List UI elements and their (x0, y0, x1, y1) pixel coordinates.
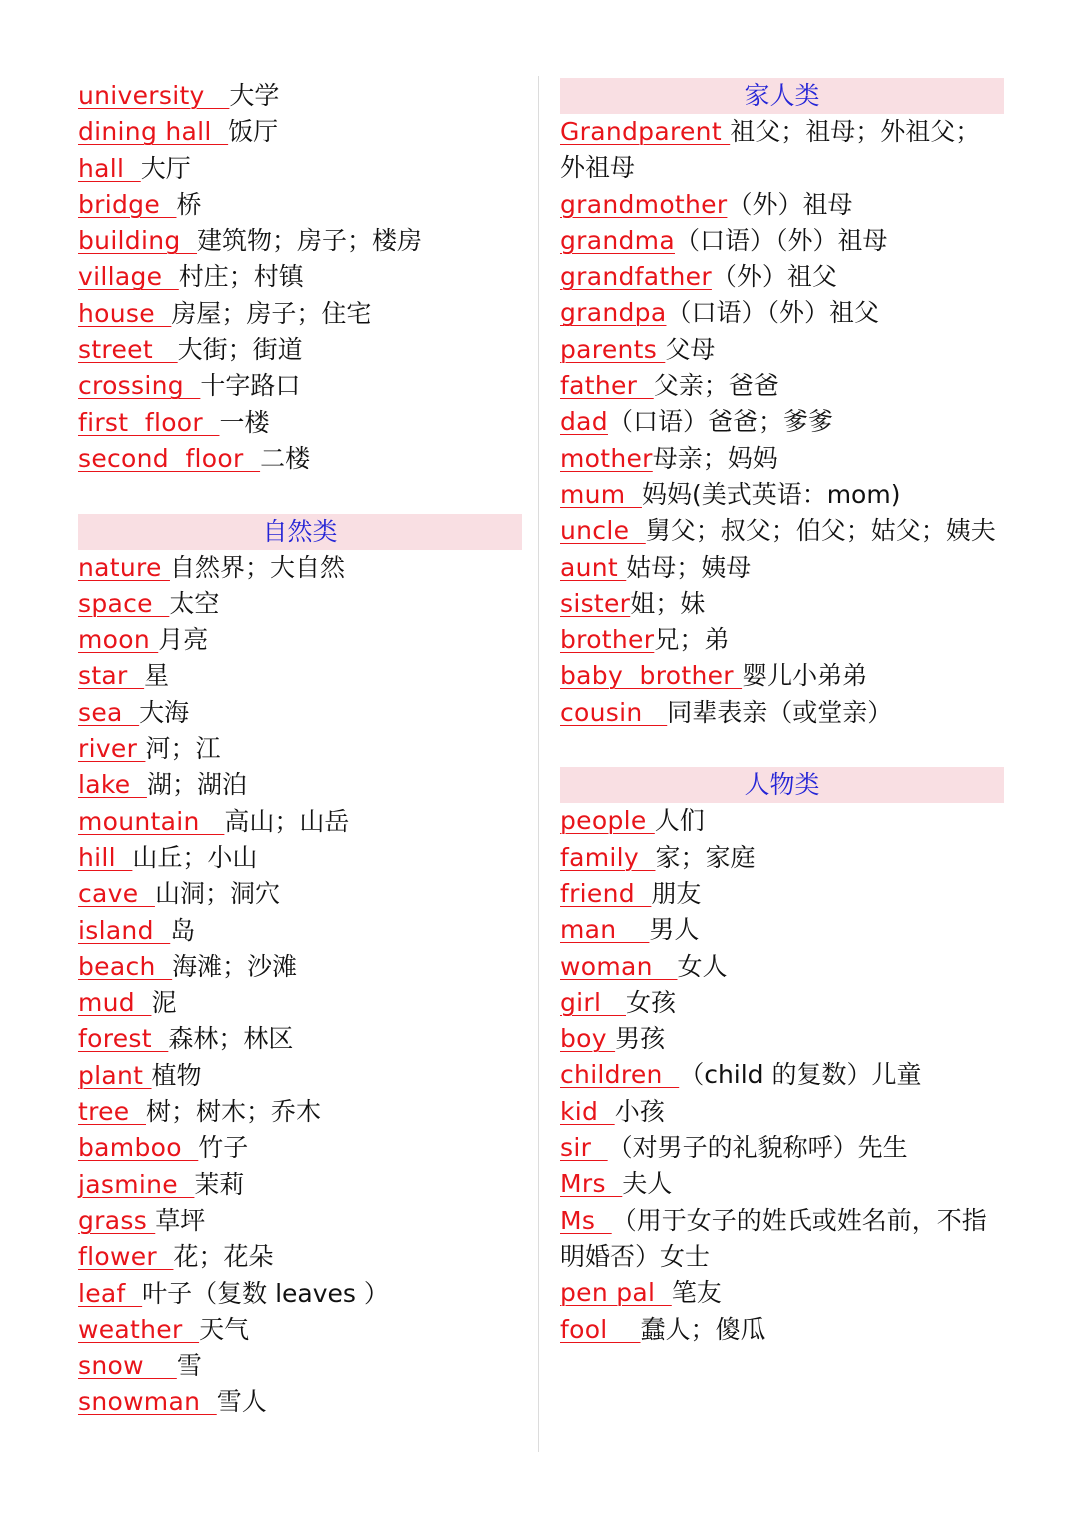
vocab-word: grandma (560, 225, 675, 255)
vocab-word: Grandparent (560, 117, 731, 146)
vocab-meaning: 笔友 (671, 1278, 722, 1308)
vocab-meaning: 小孩 (614, 1096, 665, 1126)
vocab-meaning: 家；家庭 (655, 842, 756, 872)
vocab-word: girl (560, 987, 626, 1017)
vocab-meaning: 竹子 (198, 1133, 249, 1163)
vocab-entry (560, 1166, 1004, 1202)
vocab-entry (560, 1094, 1004, 1130)
vocab-word: mother (560, 443, 653, 473)
vocab-entry (560, 622, 1004, 658)
vocab-entry (78, 804, 522, 840)
section-spacer (78, 477, 522, 513)
vocab-meaning: 舅父；叔父；伯父；姑父；姨夫 (645, 516, 996, 546)
vocab-word: children (560, 1060, 680, 1090)
vocab-entry (560, 876, 1004, 912)
vocab-meaning: 叶子（复数 leaves ） (142, 1278, 389, 1308)
vocab-word: parents (560, 334, 666, 364)
vocab-entry (78, 1239, 522, 1275)
vocab-word: hall (78, 153, 141, 183)
vocab-meaning: （child 的复数）儿童 (679, 1060, 922, 1090)
vocab-entry (78, 1384, 522, 1420)
vocab-meaning: 朋友 (651, 878, 702, 908)
vocab-meaning: 山丘；小山 (132, 842, 258, 872)
vocab-word: father (560, 371, 654, 401)
vocab-word: baby brother (560, 661, 743, 691)
vocab-word: hill (78, 842, 133, 872)
vocab-word: friend (560, 878, 652, 908)
vocab-entry (78, 114, 522, 150)
vocab-entry (78, 187, 522, 223)
vocab-word: sister (560, 588, 631, 618)
vocab-meaning: 大街；街道 (177, 335, 303, 365)
vocab-entry (560, 949, 1004, 985)
vocab-word: family (560, 842, 656, 872)
vocab-meaning: 雪人 (216, 1387, 267, 1417)
vocab-entry (560, 1203, 1004, 1276)
vocab-meaning: 月亮 (158, 625, 209, 655)
vocab-entry (78, 259, 522, 295)
vocab-word: aunt (560, 552, 627, 582)
vocab-word: people (560, 806, 655, 836)
vocab-meaning: （外）祖父 (711, 262, 837, 292)
vocab-word: grandpa (560, 298, 667, 328)
vocab-meaning: 树；树木；乔木 (146, 1097, 322, 1127)
vocab-entry (560, 550, 1004, 586)
section-header-people: 人物类 (560, 767, 1004, 803)
vocab-word: snowman (78, 1387, 217, 1417)
vocab-entry (78, 151, 522, 187)
vocab-meaning: 十字路口 (200, 371, 301, 401)
vocab-entry (560, 187, 1004, 223)
vocab-meaning: 姐；妹 (630, 588, 706, 618)
vocab-meaning: 大海 (139, 697, 190, 727)
nature-list (78, 550, 522, 1421)
vocab-entry (560, 332, 1004, 368)
vocab-word: crossing (78, 371, 201, 401)
section-spacer (560, 731, 1004, 767)
vocab-word: grandfather (560, 262, 712, 292)
vocab-entry (560, 1275, 1004, 1311)
vocab-entry (78, 1276, 522, 1312)
vocab-entry (78, 913, 522, 949)
vocab-entry (78, 550, 522, 586)
right-column (560, 78, 1004, 1348)
vocab-entry (560, 295, 1004, 331)
vocab-meaning: 大厅 (140, 153, 191, 183)
vocab-word: boy (560, 1024, 616, 1054)
vocab-entry (78, 1167, 522, 1203)
vocab-meaning: 婴儿小弟弟 (742, 661, 868, 691)
vocab-word: lake (78, 770, 147, 800)
vocab-word: fool (560, 1314, 641, 1344)
vocab-entry (78, 1021, 522, 1057)
people-list (560, 803, 1004, 1347)
vocab-word: grandmother (560, 189, 728, 219)
vocab-entry (560, 441, 1004, 477)
vocab-meaning: 人们 (654, 806, 705, 836)
vocab-entry (78, 1348, 522, 1384)
vocab-meaning: （口语）爸爸；爹爹 (607, 407, 833, 437)
vocab-meaning: 雪 (176, 1351, 202, 1381)
vocab-entry (78, 949, 522, 985)
vocab-meaning: 泥 (151, 988, 177, 1018)
vocab-meaning: 母亲；妈妈 (652, 443, 778, 473)
vocab-entry (560, 1130, 1004, 1166)
family-list (560, 114, 1004, 731)
vocab-meaning: 村庄；村镇 (178, 262, 304, 292)
vocab-word: pen pal (560, 1278, 672, 1308)
vocab-entry (560, 1312, 1004, 1348)
places-list (78, 78, 522, 477)
vocab-meaning: 海滩；沙滩 (172, 951, 298, 981)
vocab-meaning: （用于女子的姓氏或姓名前，不指明婚否）女士 (560, 1205, 987, 1271)
vocab-word: plant (78, 1060, 152, 1090)
vocab-word: space (78, 588, 170, 618)
vocab-meaning: 女孩 (625, 987, 676, 1017)
vocab-word: sir (560, 1133, 608, 1163)
vocab-word: weather (78, 1314, 200, 1344)
vocab-meaning: 草坪 (155, 1205, 206, 1235)
vocab-entry (560, 1021, 1004, 1057)
vocab-word: house (78, 298, 172, 328)
vocab-entry (78, 695, 522, 731)
vocab-meaning: 妈妈(美式英语：mom) (641, 479, 901, 509)
vocab-meaning: 饭厅 (228, 117, 279, 147)
vocab-entry (78, 368, 522, 404)
vocab-word: star (78, 661, 145, 691)
vocab-meaning: 兄；弟 (654, 625, 730, 655)
vocab-entry (560, 840, 1004, 876)
vocab-meaning: 天气 (199, 1314, 250, 1344)
vocab-entry (78, 731, 522, 767)
vocab-word: first floor (78, 407, 220, 437)
vocab-meaning: 房屋；房子；住宅 (171, 298, 372, 328)
vocab-entry (78, 1130, 522, 1166)
vocab-entry (78, 1094, 522, 1130)
vocab-meaning: 岛 (170, 915, 196, 945)
vocab-meaning: 建筑物；房子；楼房 (197, 226, 423, 256)
vocab-word: woman (560, 951, 678, 981)
vocab-meaning: 同辈表亲（或堂亲） (667, 697, 893, 727)
vocab-meaning: 自然界；大自然 (169, 552, 345, 582)
vocab-entry (560, 1057, 1004, 1093)
vocab-word: dining hall (78, 117, 229, 147)
vocab-word: mud (78, 988, 152, 1018)
section-header-family: 家人类 (560, 78, 1004, 114)
vocab-meaning: 山洞；洞穴 (154, 879, 280, 909)
vocab-entry (78, 223, 522, 259)
vocab-meaning: （外）祖母 (727, 189, 853, 219)
vocab-meaning: 湖；湖泊 (146, 770, 247, 800)
vocab-entry (560, 404, 1004, 440)
vocab-meaning: 男孩 (615, 1024, 666, 1054)
vocab-meaning: 星 (144, 661, 170, 691)
vocab-entry (78, 1312, 522, 1348)
vocab-entry (560, 368, 1004, 404)
left-column (78, 78, 522, 1421)
vocab-word: bridge (78, 189, 177, 219)
vocab-entry (78, 658, 522, 694)
vocab-word: flower (78, 1242, 174, 1272)
vocab-word: kid (560, 1096, 615, 1126)
vocab-word: second floor (78, 443, 261, 473)
vocab-word: island (78, 915, 171, 945)
vocab-word: leaf (78, 1278, 143, 1308)
vocab-word: bamboo (78, 1133, 199, 1163)
vocab-entry (78, 586, 522, 622)
vocab-entry (78, 840, 522, 876)
vocab-meaning: 祖父；祖母；外祖父；外祖母 (560, 117, 981, 183)
vocab-entry (78, 441, 522, 477)
vocab-word: beach (78, 951, 173, 981)
vocab-entry (78, 876, 522, 912)
vocab-word: university (78, 81, 230, 110)
vocab-word: dad (560, 407, 608, 437)
vocab-meaning: （对男子的礼貌称呼）先生 (607, 1133, 908, 1163)
vocab-word: street (78, 335, 178, 365)
vocab-word: mum (560, 479, 642, 509)
vocab-entry (560, 513, 1004, 549)
vocab-word: river (78, 734, 146, 764)
vocab-word: cousin (560, 697, 668, 727)
vocab-word: village (78, 262, 179, 292)
vocab-entry (560, 985, 1004, 1021)
vocab-meaning: 河；江 (145, 734, 221, 764)
vocab-meaning: 女人 (677, 951, 728, 981)
vocab-entry (78, 622, 522, 658)
vocab-meaning: 花；花朵 (173, 1242, 274, 1272)
column-divider (538, 76, 539, 1452)
vocab-entry (78, 332, 522, 368)
vocab-word: Mrs (560, 1169, 623, 1199)
vocab-entry (560, 259, 1004, 295)
vocab-meaning: 二楼 (260, 443, 311, 473)
vocab-entry (560, 658, 1004, 694)
vocab-entry (560, 912, 1004, 948)
vocab-word: forest (78, 1024, 169, 1054)
vocab-entry (560, 586, 1004, 622)
vocab-word: cave (78, 879, 155, 909)
vocab-meaning: 桥 (176, 189, 202, 219)
vocab-meaning: 父母 (665, 334, 716, 364)
vocab-meaning: 夫人 (622, 1169, 673, 1199)
vocab-meaning: 森林；林区 (168, 1024, 294, 1054)
vocab-entry (78, 767, 522, 803)
vocab-word: mountain (78, 806, 225, 836)
vocab-word: brother (560, 625, 655, 655)
vocab-meaning: 姑母；姨母 (626, 552, 752, 582)
vocab-meaning: 太空 (169, 588, 220, 618)
vocab-meaning: 男人 (649, 915, 700, 945)
vocab-entry (78, 405, 522, 441)
vocab-word: snow (78, 1351, 177, 1381)
vocab-word: Ms (560, 1205, 612, 1235)
vocab-entry (560, 803, 1004, 839)
vocab-meaning: 大学 (229, 81, 280, 110)
vocab-word: sea (78, 697, 140, 727)
vocab-entry (78, 985, 522, 1021)
vocab-entry (78, 296, 522, 332)
vocab-entry (78, 78, 522, 114)
vocab-meaning: 一楼 (219, 407, 270, 437)
vocab-meaning: （口语）（外）祖母 (674, 225, 888, 255)
vocab-entry (78, 1058, 522, 1094)
section-header-nature: 自然类 (78, 514, 522, 550)
vocab-meaning: 父亲；爸爸 (653, 371, 779, 401)
vocab-entry (78, 1203, 522, 1239)
vocab-meaning: 蠢人；傻瓜 (640, 1314, 766, 1344)
vocab-word: tree (78, 1097, 146, 1127)
vocab-entry (560, 695, 1004, 731)
vocab-word: building (78, 226, 198, 256)
vocab-word: uncle (560, 516, 646, 546)
vocab-word: man (560, 915, 650, 945)
vocab-entry (560, 477, 1004, 513)
vocab-word: nature (78, 552, 170, 582)
vocab-meaning: 茉莉 (194, 1169, 245, 1199)
vocab-word: moon (78, 625, 159, 655)
vocab-entry (560, 114, 1004, 187)
vocab-meaning: （口语）（外）祖父 (666, 298, 879, 328)
vocab-entry (560, 223, 1004, 259)
vocab-word: jasmine (78, 1169, 195, 1199)
vocab-meaning: 高山；山岳 (224, 806, 350, 836)
vocab-word: grass (78, 1205, 156, 1235)
vocab-meaning: 植物 (151, 1060, 202, 1090)
